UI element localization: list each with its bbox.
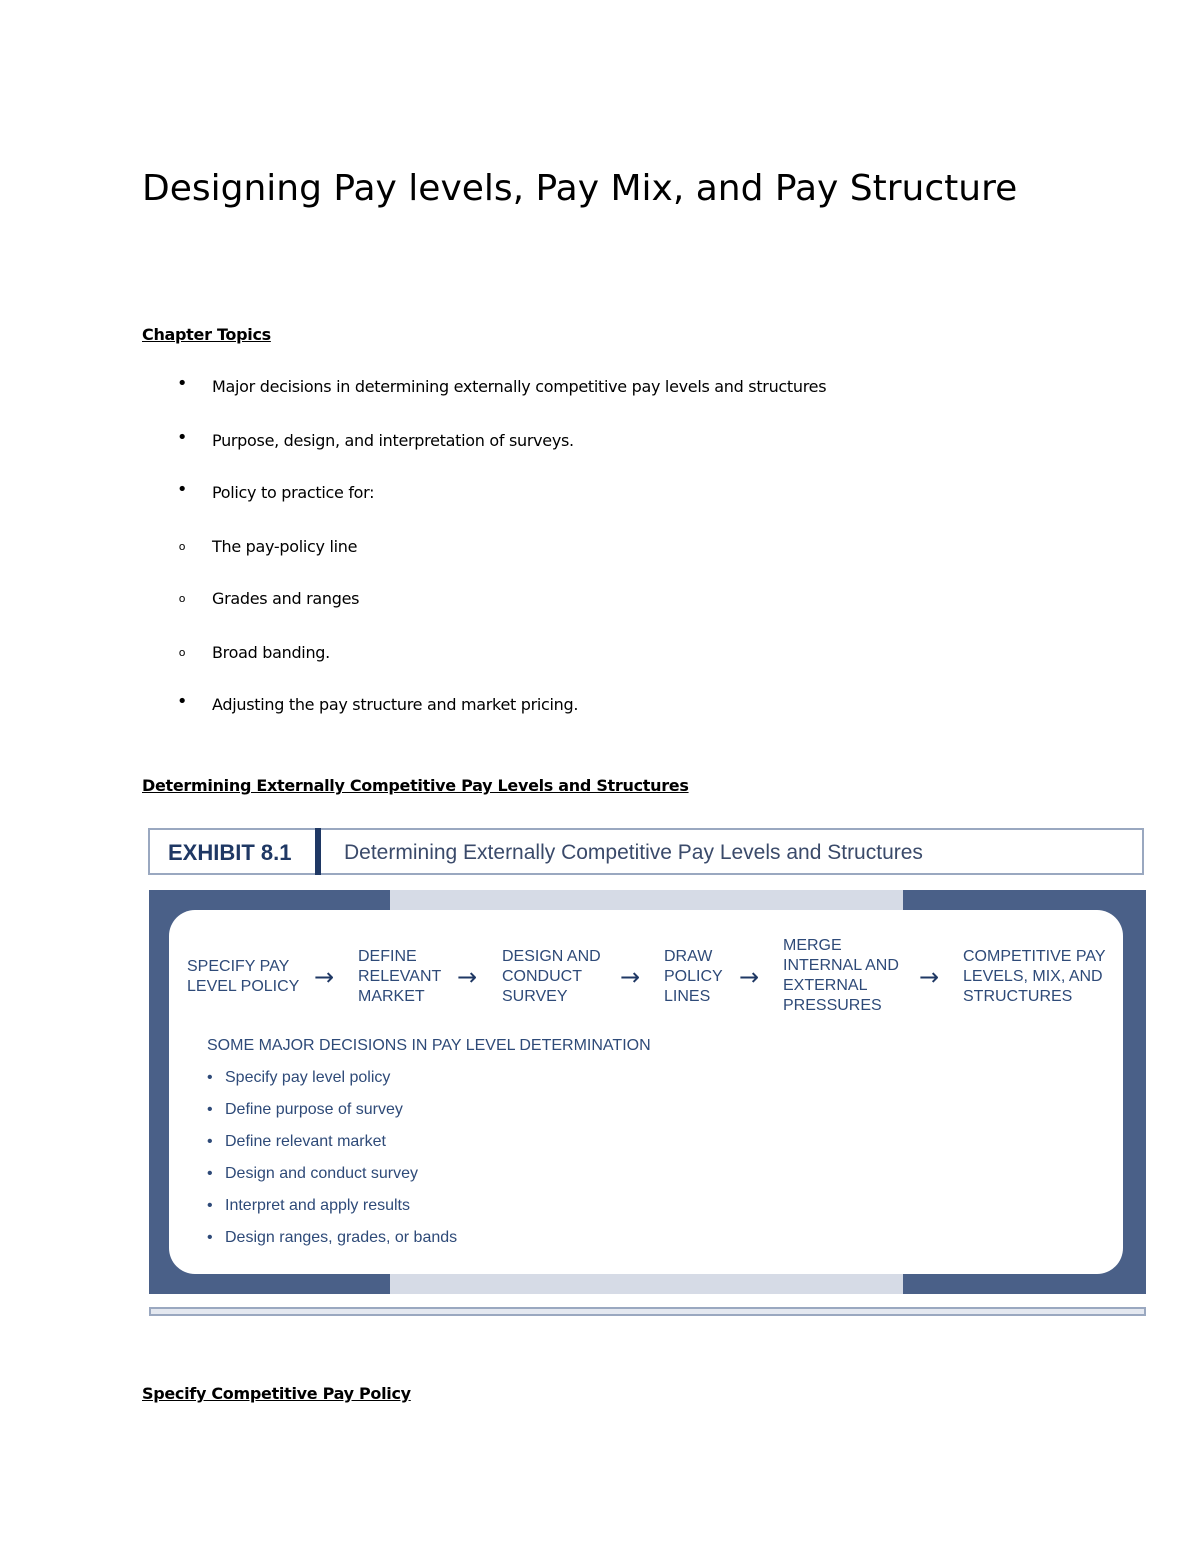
bullet-marker: • xyxy=(207,1133,213,1150)
decision-item xyxy=(207,1133,386,1151)
decisions-title: SOME MAJOR DECISIONS IN PAY LEVEL DETERMINATION xyxy=(207,1037,651,1054)
decision-text: Design and conduct survey xyxy=(225,1165,418,1182)
decision-text: Define relevant market xyxy=(225,1133,386,1150)
arrow-icon: → xyxy=(314,963,335,991)
bullet-marker: • xyxy=(176,373,188,394)
sub-bullet-marker: o xyxy=(178,592,186,605)
step-draw-policy-lines: DRAW POLICY LINES xyxy=(664,948,723,1005)
page-title: Designing Pay levels, Pay Mix, and Pay Structure xyxy=(142,168,1018,210)
step-specify-pay-level-policy: SPECIFY PAY LEVEL POLICY xyxy=(187,958,300,995)
exhibit-caption: Determining Externally Competitive Pay Levels and Structures xyxy=(344,841,923,864)
list-item-text: Broad banding. xyxy=(212,643,330,662)
decision-item xyxy=(207,1069,390,1087)
step-competitive-pay-levels: COMPETITIVE PAY LEVELS, MIX, AND STRUCTURES xyxy=(963,948,1106,1005)
decision-text: Specify pay level policy xyxy=(225,1069,391,1086)
exhibit-body xyxy=(149,890,1146,1294)
bullet-marker: • xyxy=(207,1197,213,1214)
exhibit-bottom-strip xyxy=(390,1274,903,1294)
bullet-marker: • xyxy=(207,1165,213,1182)
decision-item xyxy=(207,1197,410,1215)
arrow-icon: → xyxy=(919,963,940,991)
step-design-and-conduct-survey: DESIGN AND CONDUCT SURVEY xyxy=(502,948,601,1005)
bullet-marker: • xyxy=(176,479,188,500)
section-heading-determining: Determining Externally Competitive Pay Levels and Structures xyxy=(142,776,689,795)
step-define-relevant-market: DEFINE RELEVANT MARKET xyxy=(358,948,442,1005)
bullet-marker: • xyxy=(207,1101,213,1118)
list-item-text: Policy to practice for: xyxy=(212,483,375,502)
list-item xyxy=(172,537,1132,561)
list-item xyxy=(172,589,1132,613)
decision-text: Design ranges, grades, or bands xyxy=(225,1229,458,1246)
sub-bullet-marker: o xyxy=(178,646,186,659)
exhibit-header xyxy=(148,828,1144,875)
decision-item xyxy=(207,1165,418,1183)
step-merge-internal-external: MERGE INTERNAL AND EXTERNAL PRESSURES xyxy=(783,937,899,1014)
decision-text: Interpret and apply results xyxy=(225,1197,410,1214)
list-item xyxy=(172,479,1132,507)
list-item-text: Grades and ranges xyxy=(212,589,360,608)
list-item xyxy=(172,643,1132,667)
decision-item xyxy=(207,1101,403,1119)
arrow-icon: → xyxy=(620,963,641,991)
bullet-marker: • xyxy=(207,1229,213,1246)
arrow-icon: → xyxy=(457,963,478,991)
exhibit-label: EXHIBIT 8.1 xyxy=(168,840,292,865)
list-item xyxy=(172,427,1132,455)
list-item-text: Purpose, design, and interpretation of surveys. xyxy=(212,431,574,450)
exhibit-panel xyxy=(169,910,1123,1274)
arrow-icon: → xyxy=(739,963,760,991)
exhibit-top-strip xyxy=(390,890,903,910)
list-item xyxy=(172,691,1132,719)
section-heading-specify-policy: Specify Competitive Pay Policy xyxy=(142,1384,411,1403)
decision-item xyxy=(207,1229,457,1247)
bullet-marker: • xyxy=(207,1069,213,1086)
bullet-marker: • xyxy=(176,691,188,712)
exhibit-divider xyxy=(315,828,321,875)
decision-text: Define purpose of survey xyxy=(225,1101,403,1118)
list-item-text: Major decisions in determining externally competitive pay levels and structures xyxy=(212,377,827,396)
list-item xyxy=(172,373,1132,401)
bullet-marker: • xyxy=(176,427,188,448)
chapter-topics-heading: Chapter Topics xyxy=(142,325,271,344)
exhibit-bottom-rule xyxy=(149,1307,1146,1316)
sub-bullet-marker: o xyxy=(178,540,186,553)
list-item-text: Adjusting the pay structure and market pricing. xyxy=(212,695,579,714)
list-item-text: The pay-policy line xyxy=(212,537,358,556)
